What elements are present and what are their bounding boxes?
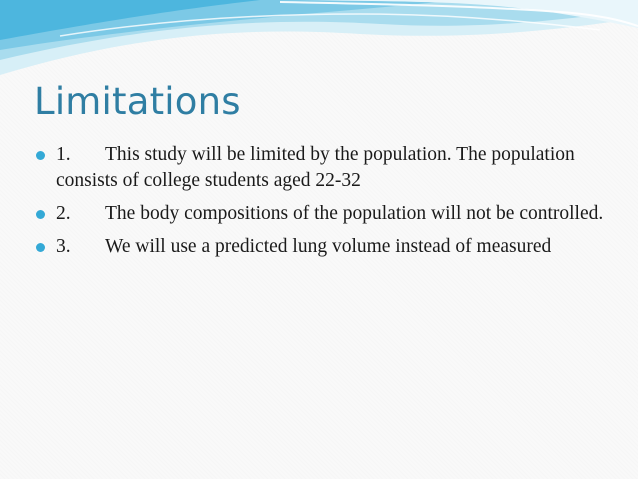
item-number: 1. <box>56 144 71 165</box>
item-number: 2. <box>56 203 71 224</box>
list-item <box>36 234 616 260</box>
header-wave-decoration <box>0 0 638 80</box>
list-item <box>36 201 616 227</box>
bullet-icon <box>36 151 45 160</box>
bullet-list <box>36 142 616 267</box>
slide-title: Limitations <box>34 80 241 123</box>
list-item <box>36 142 616 194</box>
item-number: 3. <box>56 236 71 257</box>
bullet-icon <box>36 210 45 219</box>
item-text: The body compositions of the population will not be controlled. <box>105 203 604 224</box>
item-text: We will use a predicted lung volume instead of measured <box>105 236 552 257</box>
item-text: This study will be limited by the population. The population consists of college students aged 22-32 <box>56 144 575 191</box>
bullet-icon <box>36 243 45 252</box>
